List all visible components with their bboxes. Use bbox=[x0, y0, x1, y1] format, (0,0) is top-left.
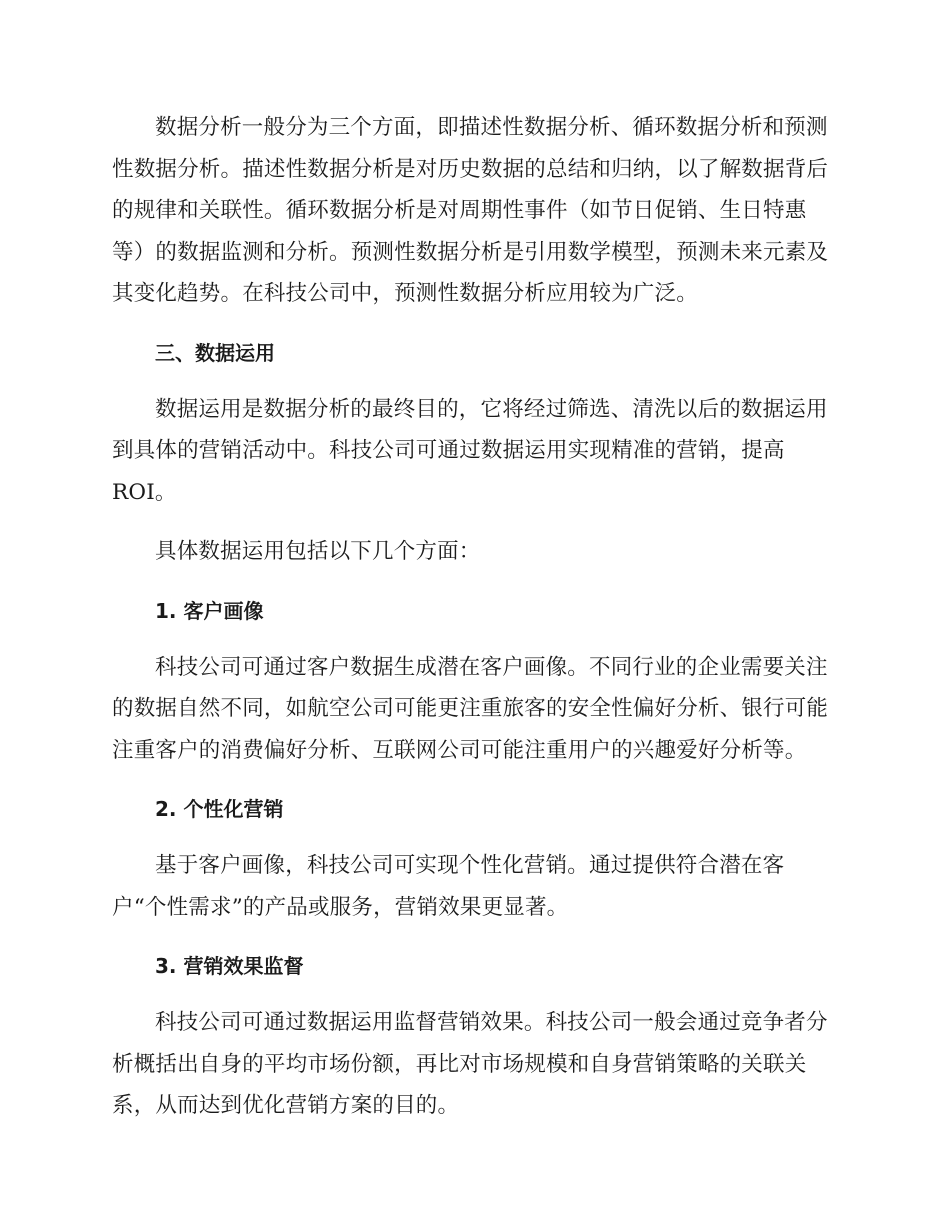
paragraph-data-usage bbox=[112, 389, 832, 514]
subheading-customer-profile: 1. 客户画像 bbox=[155, 598, 264, 623]
text-line: 注重客户的消费偏好分析、互联网公司可能注重用户的兴趣爱好分析等。 bbox=[112, 737, 807, 763]
text-line: 等）的数据监测和分析。预测性数据分析是引用数学模型，预测未来元素及 bbox=[112, 239, 829, 265]
text-line: 科技公司可通过数据运用监督营销效果。科技公司一般会通过竞争者分 bbox=[155, 1010, 828, 1035]
text-line: 性数据分析。描述性数据分析是对历史数据的总结和归纳，以了解数据背后 bbox=[112, 156, 829, 182]
text-line: 户“个性需求”的产品或服务，营销效果更显著。 bbox=[112, 894, 569, 920]
text-line: 数据分析一般分为三个方面，即描述性数据分析、循环数据分析和预测 bbox=[155, 115, 828, 140]
paragraph-usage-intro bbox=[112, 531, 832, 573]
text-line: 到具体的营销活动中。科技公司可通过数据运用实现精准的营销，提高 bbox=[112, 438, 785, 463]
text-line: 系，从而达到优化营销方案的目的。 bbox=[112, 1093, 460, 1118]
text-line: 其变化趋势。在科技公司中，预测性数据分析应用较为广泛。 bbox=[112, 281, 698, 306]
paragraph-personalized-marketing bbox=[112, 845, 832, 928]
text-line: 具体数据运用包括以下几个方面： bbox=[155, 539, 481, 564]
subheading-marketing-monitoring: 3. 营销效果监督 bbox=[155, 954, 304, 978]
text-line: 析概括出自身的平均市场份额，再比对市场规模和自身营销策略的关联关 bbox=[112, 1051, 807, 1077]
text-line: ROI。 bbox=[112, 479, 177, 505]
section-heading-data-usage: 三、数据运用 bbox=[155, 340, 275, 365]
text-line: 科技公司可通过客户数据生成潜在客户画像。不同行业的企业需要关注 bbox=[155, 654, 828, 680]
paragraph-analysis-types bbox=[112, 107, 832, 315]
text-line: 数据运用是数据分析的最终目的，它将经过筛选、清洗以后的数据运用 bbox=[155, 396, 828, 422]
text-line: 的数据自然不同，如航空公司可能更注重旅客的安全性偏好分析、银行可能 bbox=[112, 696, 829, 721]
paragraph-marketing-monitoring bbox=[112, 1002, 832, 1127]
text-line: 基于客户画像，科技公司可实现个性化营销。通过提供符合潜在客 bbox=[155, 853, 785, 878]
paragraph-customer-profile bbox=[112, 647, 832, 772]
text-line: 的规律和关联性。循环数据分析是对周期性事件（如节日促销、生日特惠 bbox=[112, 198, 807, 223]
document-body bbox=[112, 107, 832, 1145]
subheading-personalized-marketing: 2. 个性化营销 bbox=[155, 797, 284, 821]
